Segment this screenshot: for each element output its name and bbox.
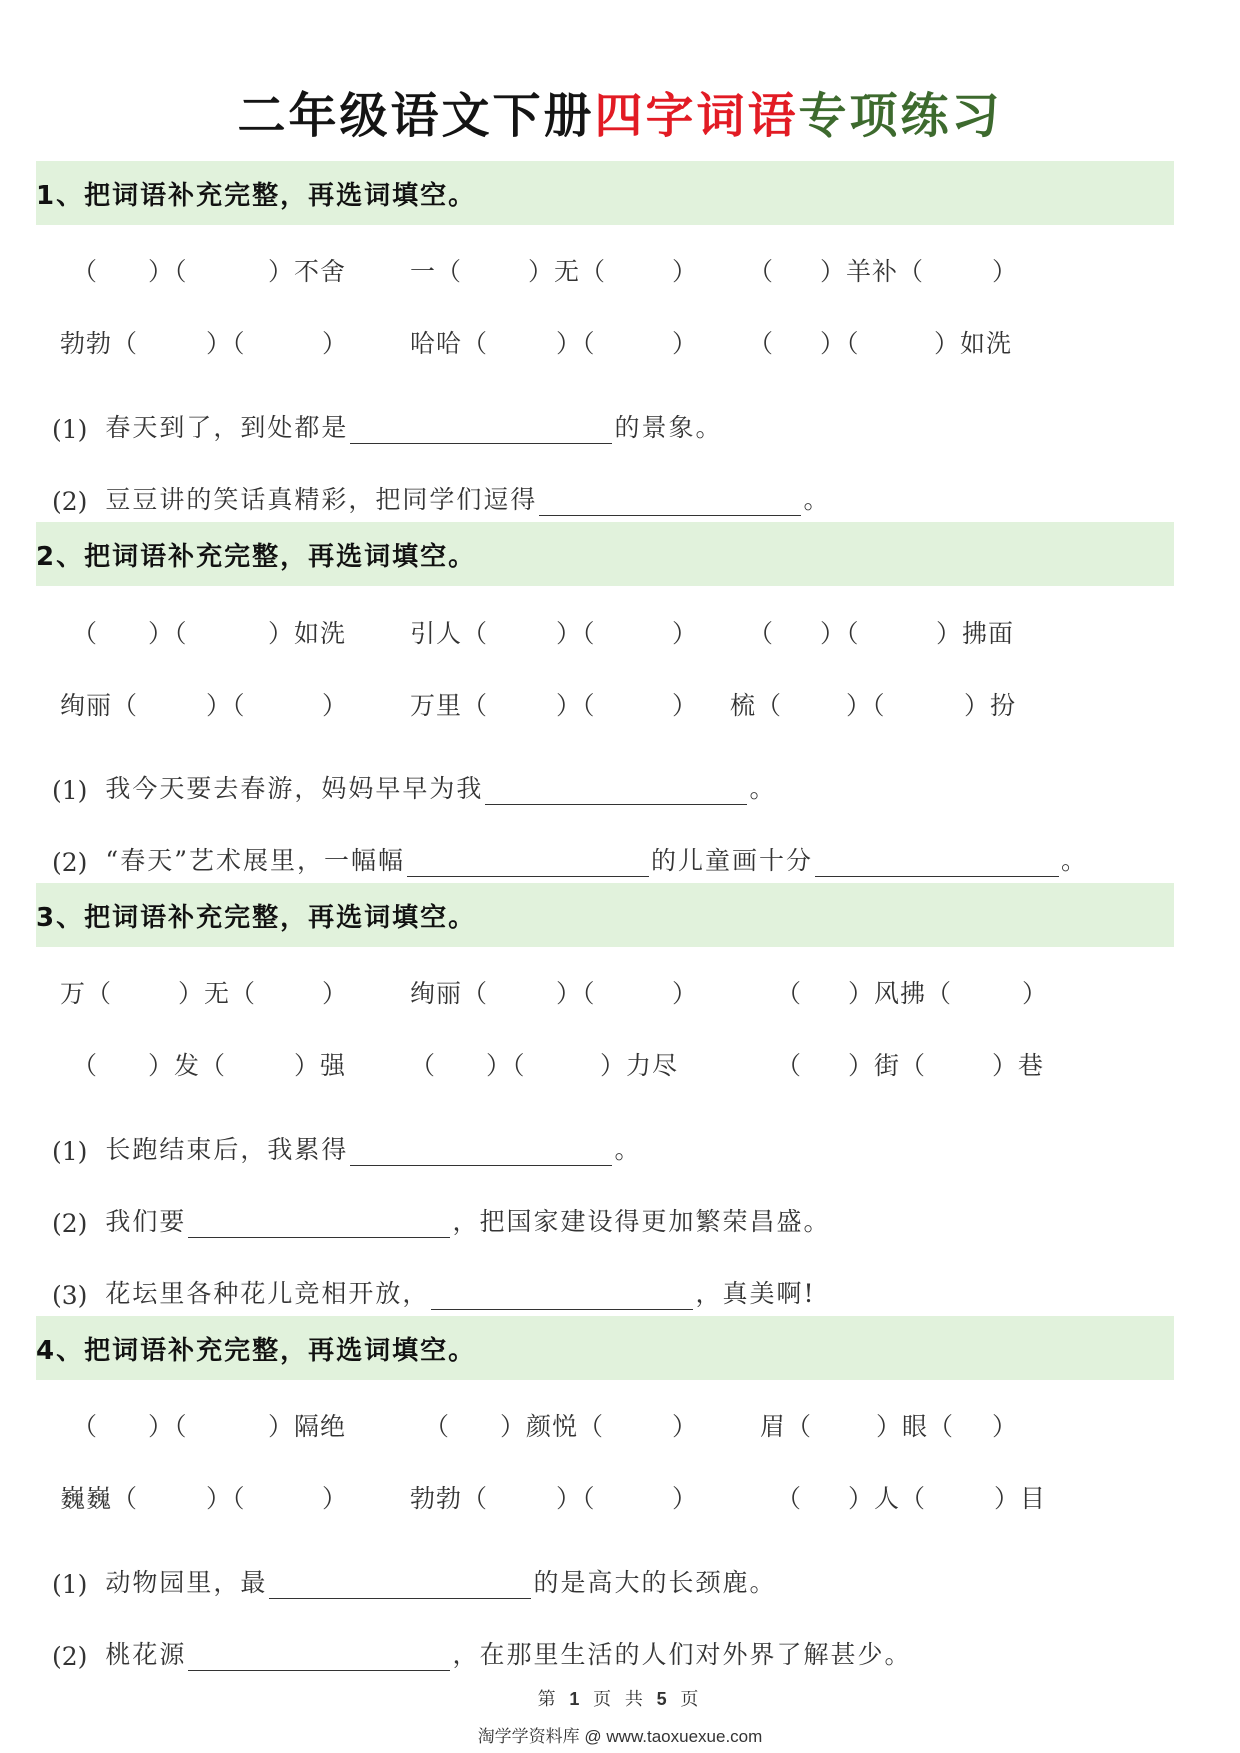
section-3-title: 3、把词语补充完整，再选词填空。 bbox=[36, 902, 477, 933]
section-2-sentence-2: (2) “春天”艺术展里，一幅幅 的儿童画十分 。 bbox=[52, 846, 1089, 877]
answer-blank[interactable] bbox=[350, 1135, 612, 1166]
word-cell: （ bbox=[748, 329, 775, 358]
word-cell: ） bbox=[1022, 979, 1049, 1008]
section-1-word-row-2 bbox=[0, 316, 1240, 366]
word-cell: （ bbox=[72, 1412, 99, 1441]
word-cell: ）无（ bbox=[528, 257, 607, 286]
page-title bbox=[0, 78, 1240, 154]
word-cell: ） bbox=[672, 257, 699, 286]
word-cell: ）无（ bbox=[178, 979, 257, 1008]
word-cell: ） bbox=[672, 691, 699, 720]
word-cell: ）（ bbox=[556, 979, 596, 1008]
word-cell: 绚丽（ bbox=[410, 979, 489, 1008]
word-cell: （ bbox=[72, 619, 99, 648]
word-cell: ） bbox=[992, 257, 1019, 286]
word-cell: （ bbox=[748, 619, 775, 648]
word-cell: ）（ bbox=[556, 619, 596, 648]
word-cell: ）（ bbox=[206, 329, 246, 358]
word-cell: ）力尽 bbox=[600, 1051, 679, 1080]
word-cell: ） bbox=[322, 979, 349, 1008]
word-cell: 眉（ bbox=[760, 1412, 813, 1441]
word-cell: ） bbox=[322, 691, 349, 720]
page-number: 第 1 页 共 5 页 bbox=[537, 1689, 703, 1710]
section-4-header bbox=[36, 1316, 1174, 1380]
word-cell: 引人（ bbox=[410, 619, 489, 648]
word-cell: ）如洗 bbox=[268, 619, 347, 648]
answer-blank[interactable] bbox=[407, 846, 649, 877]
word-cell: （ bbox=[776, 979, 803, 1008]
word-cell: ）（ bbox=[206, 1484, 246, 1513]
word-cell: （ bbox=[72, 1051, 99, 1080]
word-cell: ）（ bbox=[148, 1412, 188, 1441]
word-cell: ）羊补（ bbox=[820, 257, 925, 286]
word-cell: ）发（ bbox=[148, 1051, 227, 1080]
word-cell: ）（ bbox=[820, 329, 860, 358]
answer-blank[interactable] bbox=[815, 846, 1059, 877]
section-2-word-row-2 bbox=[0, 678, 1240, 728]
word-cell: ）人（ bbox=[848, 1484, 927, 1513]
word-cell: 万里（ bbox=[410, 691, 489, 720]
section-2-header bbox=[36, 522, 1174, 586]
section-4-sentence-2: (2) 桃花源 ，在那里生活的人们对外界了解甚少。 bbox=[52, 1640, 912, 1671]
section-2-word-row-1 bbox=[0, 606, 1240, 656]
word-cell: ）眼（ bbox=[876, 1412, 955, 1441]
section-4-word-row-2 bbox=[0, 1471, 1240, 1521]
word-cell: ） bbox=[672, 619, 699, 648]
section-3-sentence-3: (3) 花坛里各种花儿竞相开放， ，真美啊! bbox=[52, 1279, 816, 1310]
section-1-header bbox=[36, 161, 1174, 225]
answer-blank[interactable] bbox=[485, 774, 747, 805]
source-watermark: 淘学学资料库 @ www.taoxuexue.com bbox=[477, 1727, 763, 1746]
word-cell: 哈哈（ bbox=[410, 329, 489, 358]
word-cell: ） bbox=[322, 329, 349, 358]
word-cell: ）（ bbox=[148, 619, 188, 648]
answer-blank[interactable] bbox=[431, 1279, 693, 1310]
section-3-word-row-2 bbox=[0, 1038, 1240, 1088]
word-cell: ）目 bbox=[994, 1484, 1047, 1513]
word-cell: ） bbox=[672, 329, 699, 358]
word-cell: ）（ bbox=[556, 1484, 596, 1513]
word-cell: 勃勃（ bbox=[60, 329, 139, 358]
word-cell: （ bbox=[72, 257, 99, 286]
section-1-sentence-1: (1) 春天到了，到处都是 的景象。 bbox=[52, 413, 723, 444]
word-cell: ） bbox=[672, 1484, 699, 1513]
word-cell: 梳（ bbox=[730, 691, 783, 720]
word-cell: ）风拂（ bbox=[848, 979, 953, 1008]
word-cell: ）拂面 bbox=[936, 619, 1015, 648]
section-3-sentence-2: (2) 我们要 ，把国家建设得更加繁荣昌盛。 bbox=[52, 1207, 831, 1238]
word-cell: （ bbox=[410, 1051, 437, 1080]
word-cell: 巍巍（ bbox=[60, 1484, 139, 1513]
word-cell: （ bbox=[776, 1051, 803, 1080]
answer-blank[interactable] bbox=[350, 413, 612, 444]
title-part-grade: 二年级语文下册 bbox=[237, 88, 595, 144]
word-cell: ） bbox=[672, 1412, 699, 1441]
section-3-header bbox=[36, 883, 1174, 947]
word-cell: （ bbox=[748, 257, 775, 286]
word-cell: ）如洗 bbox=[934, 329, 1013, 358]
word-cell: （ bbox=[424, 1412, 451, 1441]
word-cell: ） bbox=[322, 1484, 349, 1513]
word-cell: ）（ bbox=[206, 691, 246, 720]
section-4-title: 4、把词语补充完整，再选词填空。 bbox=[36, 1335, 477, 1366]
section-3-word-row-1 bbox=[0, 966, 1240, 1016]
word-cell: （ bbox=[776, 1484, 803, 1513]
word-cell: ）（ bbox=[820, 619, 860, 648]
section-1-word-row-1 bbox=[0, 244, 1240, 294]
word-cell: ） bbox=[672, 979, 699, 1008]
section-1-title: 1、把词语补充完整，再选词填空。 bbox=[36, 180, 477, 211]
word-cell: 一（ bbox=[410, 257, 463, 286]
word-cell: 万（ bbox=[60, 979, 113, 1008]
section-4-word-row-1 bbox=[0, 1399, 1240, 1449]
word-cell: 绚丽（ bbox=[60, 691, 139, 720]
section-3-sentence-1: (1) 长跑结束后，我累得 。 bbox=[52, 1135, 642, 1166]
title-part-topic: 四字词语 bbox=[594, 88, 799, 144]
answer-blank[interactable] bbox=[188, 1207, 450, 1238]
word-cell: ）（ bbox=[556, 329, 596, 358]
title-part-practice: 专项练习 bbox=[798, 88, 1003, 144]
word-cell: ）不舍 bbox=[268, 257, 347, 286]
section-1-sentence-2: (2) 豆豆讲的笑话真精彩，把同学们逗得 。 bbox=[52, 485, 831, 516]
word-cell: 勃勃（ bbox=[410, 1484, 489, 1513]
word-cell: ）巷 bbox=[992, 1051, 1045, 1080]
word-cell: ） bbox=[992, 1412, 1019, 1441]
word-cell: ）扮 bbox=[964, 691, 1017, 720]
word-cell: ）强 bbox=[294, 1051, 347, 1080]
section-4-sentence-1: (1) 动物园里，最 的是高大的长颈鹿。 bbox=[52, 1568, 777, 1599]
word-cell: ）隔绝 bbox=[268, 1412, 347, 1441]
word-cell: ）（ bbox=[148, 257, 188, 286]
word-cell: ）（ bbox=[486, 1051, 526, 1080]
answer-blank[interactable] bbox=[539, 485, 801, 516]
answer-blank[interactable] bbox=[269, 1568, 531, 1599]
word-cell: ）颜悦（ bbox=[500, 1412, 605, 1441]
word-cell: ）（ bbox=[846, 691, 886, 720]
section-2-sentence-1: (1) 我今天要去春游，妈妈早早为我 。 bbox=[52, 774, 777, 805]
section-2-title: 2、把词语补充完整，再选词填空。 bbox=[36, 541, 477, 572]
word-cell: ）（ bbox=[556, 691, 596, 720]
word-cell: ）街（ bbox=[848, 1051, 927, 1080]
answer-blank[interactable] bbox=[188, 1640, 450, 1671]
